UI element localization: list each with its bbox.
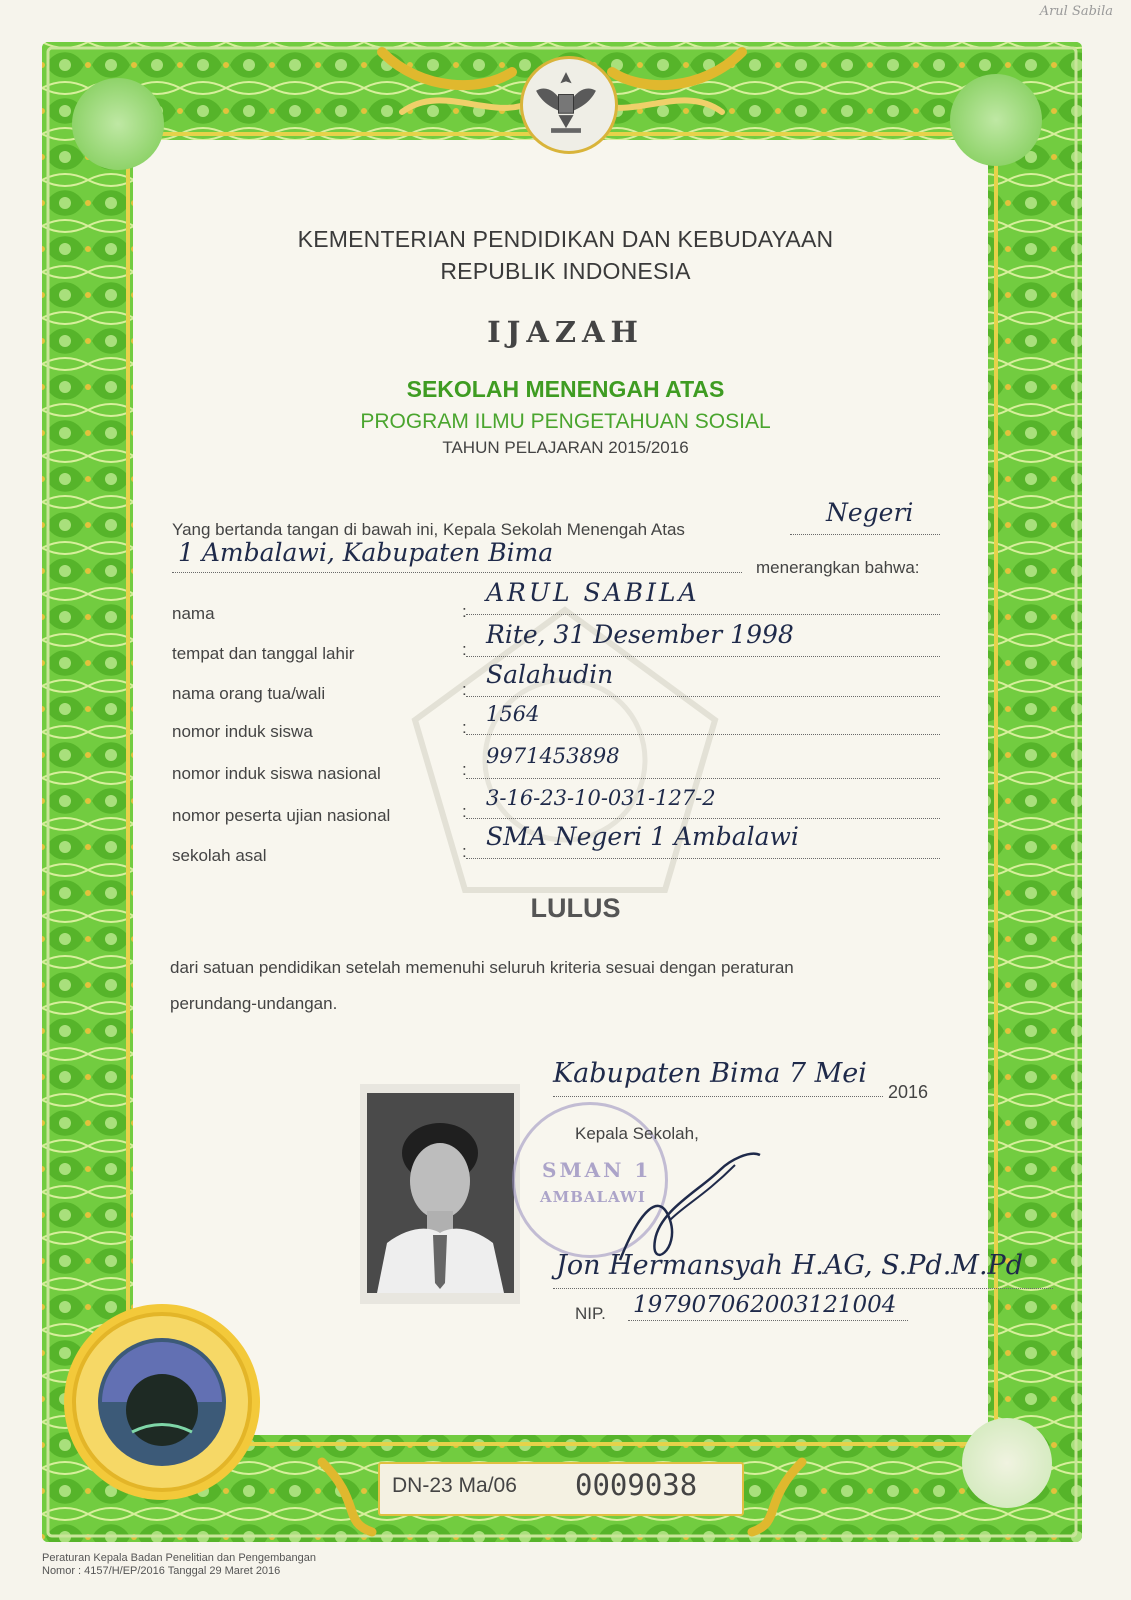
dotted-line [466, 858, 940, 859]
field-label-exam-number: nomor peserta ujian nasional [172, 806, 391, 825]
field-label-origin-school: sekolah asal [172, 846, 267, 865]
field-value-nis: 1564 [486, 702, 540, 726]
field-colon: : [462, 842, 467, 861]
footnote-line-2: Nomor : 4157/H/EP/2016 Tanggal 29 Maret 2016 [42, 1565, 281, 1577]
dotted-line [628, 1320, 908, 1321]
field-value-name: ARUL SABILA [486, 578, 700, 607]
school-name-part1: Negeri [826, 498, 914, 527]
field-colon: : [462, 760, 467, 779]
field-label-birth: tempat dan tanggal lahir [172, 644, 355, 663]
dotted-line [172, 572, 742, 573]
field-colon: : [462, 802, 467, 821]
nip-value: 197907062003121004 [633, 1292, 897, 1318]
field-colon: : [462, 718, 467, 737]
field-value-nisn: 9971453898 [486, 744, 620, 768]
dotted-line [466, 696, 940, 697]
field-value-parent: Salahudin [486, 660, 614, 689]
document-title: IJAZAH [487, 315, 644, 349]
school-name-part2: 1 Ambalawi, Kabupaten Bima [178, 538, 554, 567]
study-program: PROGRAM ILMU PENGETAHUAN SOSIAL [360, 410, 771, 433]
field-value-birth: Rite, 31 Desember 1998 [486, 620, 794, 649]
serial-number: 0009038 [575, 1468, 698, 1502]
academic-year: TAHUN PELAJARAN 2015/2016 [442, 438, 689, 457]
roundel-top-right [950, 74, 1042, 166]
dotted-line [466, 614, 940, 615]
dotted-line [466, 818, 940, 819]
nip-label: NIP. [575, 1304, 606, 1323]
statement-line-1: dari satuan pendidikan setelah memenuhi seluruh kriteria sesuai dengan peraturan [170, 958, 794, 977]
dotted-line [790, 534, 940, 535]
field-label-nisn: nomor induk siswa nasional [172, 764, 381, 783]
field-label-name: nama [172, 604, 215, 623]
dotted-line [466, 778, 940, 779]
corner-handwritten-note: Arul Sabila [1039, 4, 1113, 19]
field-value-origin-school: SMA Negeri 1 Ambalawi [486, 822, 799, 851]
signature-place-date: Kabupaten Bima 7 Mei [553, 1058, 867, 1089]
graduation-result: LULUS [530, 893, 621, 923]
dotted-line [553, 1096, 883, 1097]
roundel-bottom-right [962, 1418, 1052, 1508]
serial-code: DN-23 Ma/06 [392, 1474, 517, 1497]
intro-text: Yang bertanda tangan di bawah ini, Kepala Sekolah Menengah Atas [172, 520, 685, 539]
dotted-line [466, 656, 940, 657]
garuda-emblem-icon [520, 56, 618, 154]
country-name: REPUBLIK INDONESIA [440, 258, 691, 284]
student-photo [367, 1093, 514, 1293]
dotted-line [553, 1288, 1053, 1289]
gold-hologram-seal-icon [62, 1302, 262, 1502]
roundel-top-left [72, 78, 164, 170]
field-colon: : [462, 640, 467, 659]
field-label-parent: nama orang tua/wali [172, 684, 326, 703]
statement-line-2: perundang-undangan. [170, 994, 338, 1013]
dotted-line [466, 734, 940, 735]
field-label-nis: nomor induk siswa [172, 722, 313, 741]
intro-text-after: menerangkan bahwa: [756, 558, 920, 577]
stamp-line-1: SMAN 1 [542, 1158, 652, 1182]
field-colon: : [462, 602, 467, 621]
field-colon: : [462, 680, 467, 699]
signature-position: Kepala Sekolah, [575, 1124, 699, 1143]
signature-year: 2016 [888, 1082, 929, 1102]
stamp-line-2: AMBALAWI [540, 1188, 646, 1206]
footnote-line-1: Peraturan Kepala Badan Penelitian dan Pengembangan [42, 1552, 316, 1564]
principal-name: Jon Hermansyah H.AG, S.Pd.M.Pd [556, 1250, 1023, 1281]
field-value-exam-number: 3-16-23-10-031-127-2 [486, 786, 716, 810]
ministry-name: KEMENTERIAN PENDIDIKAN DAN KEBUDAYAAN [297, 226, 834, 252]
school-level: SEKOLAH MENENGAH ATAS [406, 376, 725, 402]
